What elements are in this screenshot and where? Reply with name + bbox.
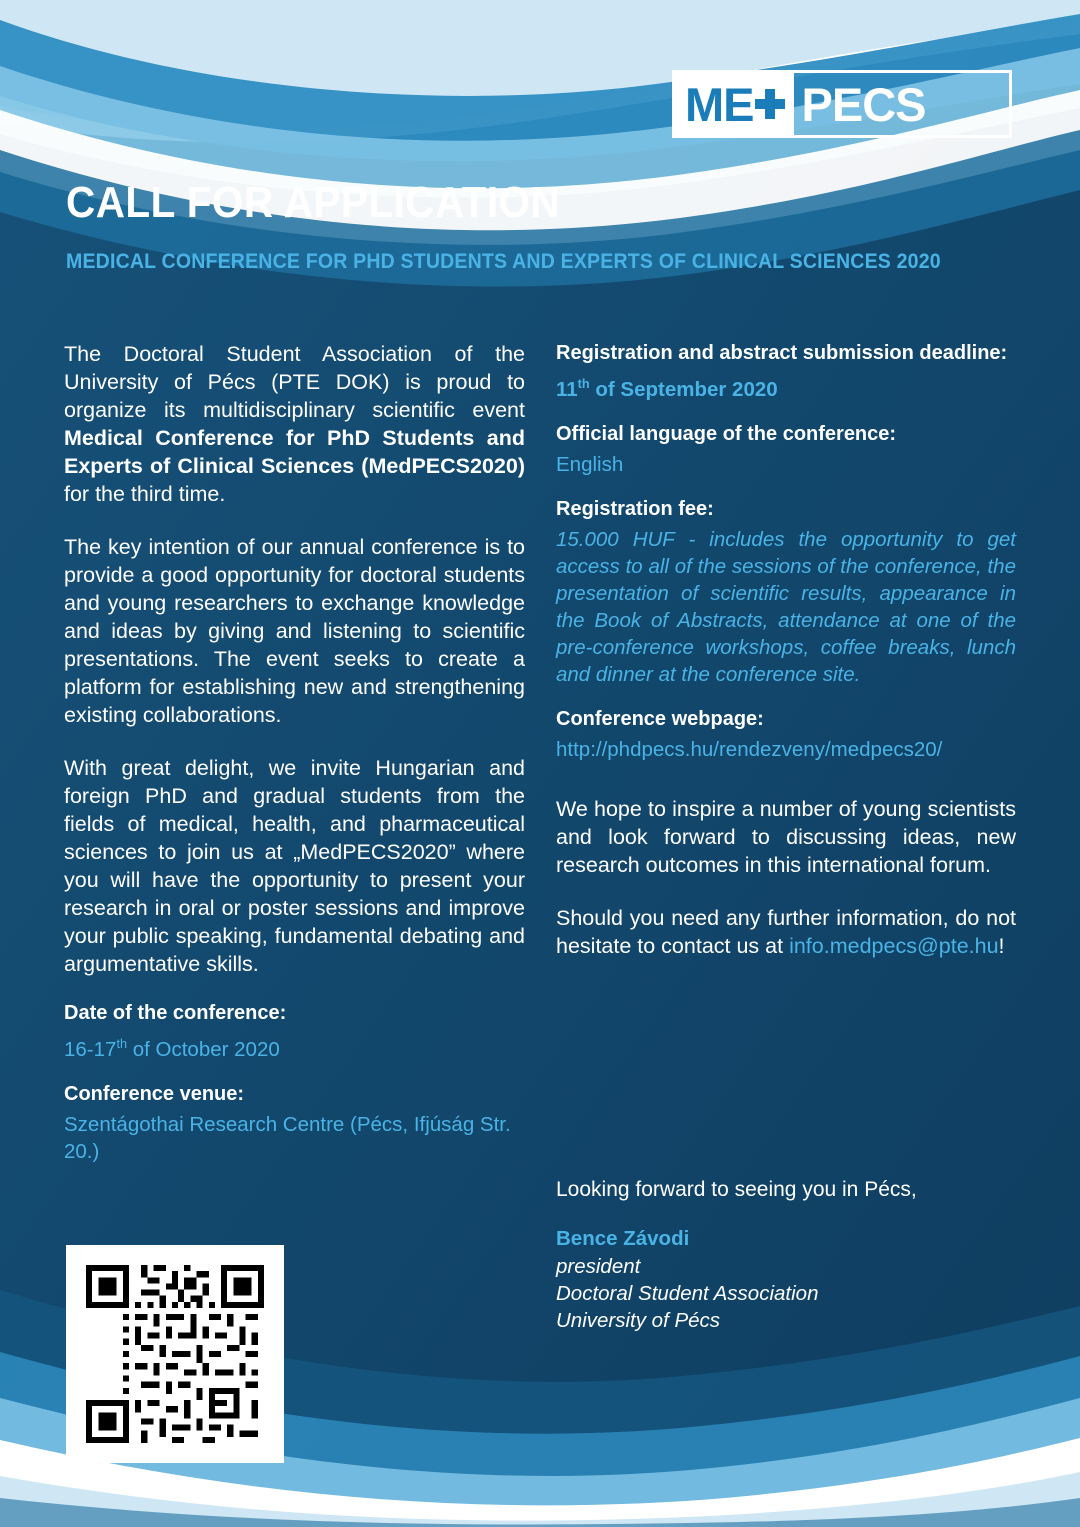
language-value: English: [556, 452, 624, 476]
logo-me-text: ME: [685, 77, 754, 131]
page-title: CALL FOR APPLICATION: [66, 178, 561, 227]
signature-role: president: [556, 1255, 641, 1278]
date-value-rest: of October 2020: [127, 1037, 280, 1061]
webpage-label: Conference webpage:: [556, 707, 764, 730]
closing-line: Looking forward to seeing you in Pécs,: [556, 1178, 917, 1201]
medpecs-logo: [672, 70, 1012, 138]
intention-paragraph: The key intention of our annual conference is to provide a good opportunity for doctoral students and young researchers to exchange knowledge and ideas by giving and listening to scientific presentations. The event seeks to create a platform for establishing new and strengthening existing collaborations.: [64, 535, 525, 727]
fee-label: Registration fee:: [556, 497, 714, 520]
contact-part-1: Should you need any further information, do not hesitate to contact us at: [556, 905, 1016, 958]
contact-email[interactable]: info.medpecs@pte.hu: [789, 933, 999, 958]
logo-pecs-text: PECS: [801, 77, 926, 131]
hope-paragraph: We hope to inspire a number of young scientists and look forward to discussing ideas, new research outcomes in this international forum.: [556, 796, 1016, 877]
signature-org-2: University of Pécs: [556, 1309, 721, 1332]
qr-code[interactable]: [66, 1245, 284, 1463]
intro-paragraph: [64, 340, 525, 508]
left-column: [64, 340, 525, 1165]
medical-cross-icon: [755, 89, 785, 119]
contact-part-2: !: [998, 933, 1005, 958]
logo-left-text: [675, 73, 794, 135]
venue-label: Conference venue:: [64, 1082, 245, 1105]
deadline-value-main: 11: [556, 377, 578, 401]
deadline-value-sup: th: [577, 376, 590, 391]
venue-value: Szentágothai Research Centre (Pécs, Ifjúság Str. 20.): [64, 1112, 511, 1163]
webpage-value[interactable]: http://phdpecs.hu/rendezveny/medpecs20/: [556, 737, 943, 761]
deadline-value-rest: of September 2020: [589, 377, 778, 401]
date-label: Date of the conference:: [64, 1002, 287, 1024]
language-label: Official language of the conference:: [556, 422, 897, 445]
closing-block: [556, 1175, 1026, 1334]
date-value-main: 16-17: [64, 1037, 117, 1061]
contact-paragraph: [556, 904, 1016, 960]
date-value: [64, 1030, 525, 1063]
intro-part-1: The Doctoral Student Association of the University of Pécs (PTE DOK) is proud to organize its multidisciplinary scientific event: [64, 342, 525, 422]
qr-code-icon: [86, 1265, 264, 1443]
page-subtitle: MEDICAL CONFERENCE FOR PHD STUDENTS AND EXPERTS OF CLINICAL SCIENCES 2020: [66, 250, 941, 273]
deadline-value: [556, 370, 1016, 403]
intro-part-2: for the third time.: [64, 482, 226, 506]
right-column: [556, 340, 1016, 960]
fee-value: 15.000 HUF - includes the opportunity to get access to all of the sessions of the conference, the presentation of scientific results, appearance in the Book of Abstracts, attendance at one of the pre-conference workshops, coffee breaks, lunch and dinner at the conference site.: [556, 527, 1016, 686]
signature-name: Bence Závodi: [556, 1227, 690, 1250]
intro-bold: Medical Conference for PhD Students and Experts of Clinical Sciences (MedPECS2020): [64, 426, 525, 478]
date-value-sup: th: [116, 1036, 128, 1051]
invitation-paragraph: With great delight, we invite Hungarian and foreign PhD and gradual students from the fields of medical, health, and pharmaceutical sciences to join us at „MedPECS2020” where you will have the opportunity to present your research in oral or poster sessions and improve your public speaking, fundamental debating and argumentative skills.: [64, 756, 525, 976]
deadline-label: Registration and abstract submission deadline:: [556, 342, 1008, 364]
signature-org-1: Doctoral Student Association: [556, 1282, 819, 1305]
